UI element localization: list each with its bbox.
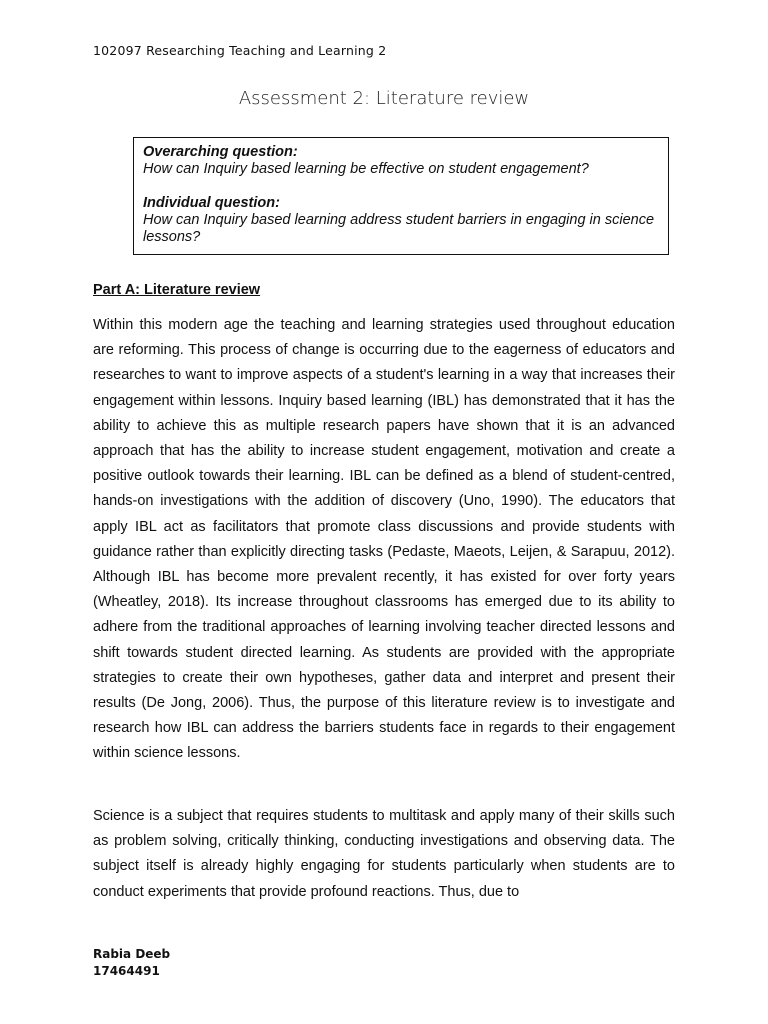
section-heading: Part A: Literature review — [93, 282, 261, 298]
body-paragraph: Within this modern age the teaching and learning strategies used throughout education are reforming. This process of change is occurring due to the eagerness of educators and researches to want to improve aspects of a student's learning in a way that increases their engagement within lessons. Inquiry based learning (IBL) has demonstrated that it has the ability to achieve this as multiple research papers have shown that it is an advanced approach that has the ability to increase student engagement, motivation and create a positive outlook towards their learning. IBL can be defined as a blend of student-centred, hands-on investigations with the addition of discovery (Uno, 1990). The educators that apply IBL act as facilitators that promote class discussions and provide students with guidance rather than explicitly directing tasks (Pedaste, Maeots, Leijen, & Sarapuu, 2012). Although IBL has become more prevalent recently, it has existed for over forty years (Wheatley, 2018). Its increase throughout classrooms has emerged due to its ability to adhere from the traditional approaches of learning involving teacher directed lessons and shift towards student directed learning. As students are provided with the appropriate strategies to create their own hypotheses, gather data and interpret and present their results (De Jong, 2006). Thus, the purpose of this literature review is to investigate and research how IBL can address the barriers students face in regards to their engagement within science lessons. — [93, 317, 675, 762]
individual-question-text: How can Inquiry based learning address student barriers in engaging in science lessons? — [143, 212, 655, 245]
overarching-question-label: Overarching question: — [143, 144, 298, 160]
page-footer — [93, 946, 170, 980]
individual-question-label: Individual question: — [143, 195, 280, 211]
spacer — [143, 178, 659, 195]
document-title: Assessment 2: Literature review — [238, 88, 530, 109]
questions-box — [133, 137, 669, 255]
overarching-question-text: How can Inquiry based learning be effective on student engagement? — [143, 161, 589, 177]
author-name: Rabia Deeb — [93, 947, 171, 961]
body-paragraph: Science is a subject that requires students to multitask and apply many of their skills such as problem solving, critically thinking, conducting investigations and observing data. The subject itself is already highly engaging for students particularly when students are to conduct experiments that provide profound reactions. Thus, due to — [93, 808, 675, 900]
student-id: 17464491 — [93, 964, 160, 978]
page-header: 102097 Researching Teaching and Learning 2 — [93, 43, 387, 58]
